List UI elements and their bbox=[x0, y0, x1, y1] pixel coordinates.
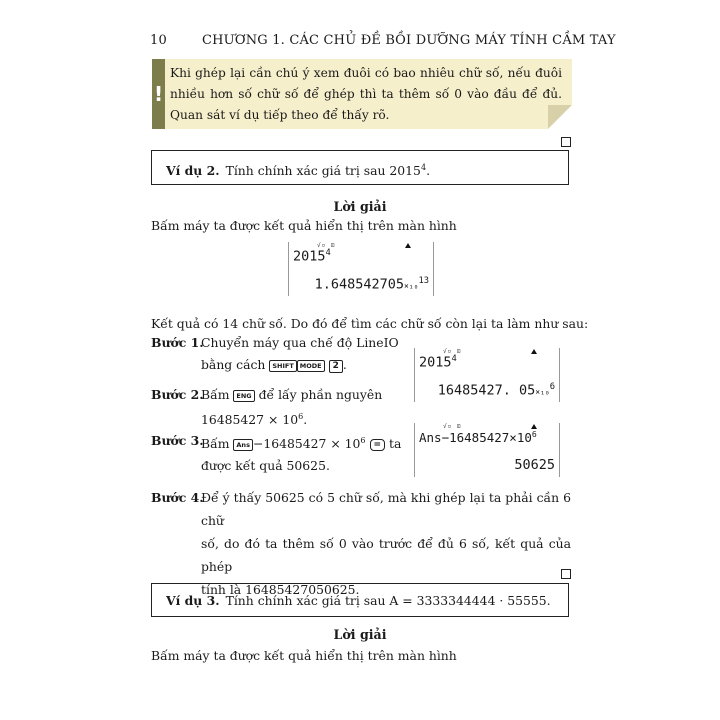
equals-key-icon: = bbox=[370, 439, 386, 451]
expr-text: Ans−16485427×10 bbox=[419, 430, 532, 446]
result-mantissa: 1.648542705 bbox=[314, 276, 404, 293]
step-text: Bấm bbox=[201, 436, 230, 452]
example-period: . bbox=[426, 163, 431, 179]
step-2 bbox=[151, 384, 411, 428]
step-text: −16485427 × 10 bbox=[252, 436, 361, 452]
step-body bbox=[201, 430, 411, 477]
example-text: Tính chính xác giá trị sau A = 3333344444 · 55555. bbox=[225, 593, 551, 608]
expr-base: 2015 bbox=[419, 354, 452, 371]
ans-key-icon: Ans bbox=[233, 439, 253, 451]
step-3 bbox=[151, 430, 411, 474]
step-body bbox=[201, 384, 411, 431]
step-exponent: 6 bbox=[298, 412, 304, 421]
math-indicator-icon: √▫ ⊡ bbox=[443, 348, 462, 355]
screen-expression bbox=[419, 354, 457, 371]
math-indicator-icon: √▫ ⊡ bbox=[317, 242, 336, 249]
calculator-screen-3 bbox=[414, 423, 560, 477]
intro-paragraph: Bấm máy ta được kết quả hiển thị trên màn hình bbox=[151, 218, 457, 233]
note-text: Khi ghép lại cần chú ý xem đuôi có bao nhiêu chữ số, nếu đuôi nhiều hơn số chữ số để ghép thì ta thêm số 0 vào đầu để đủ. Quan sát ví dụ tiếp theo để thấy rõ. bbox=[170, 66, 562, 122]
result-exponent: 6 bbox=[549, 382, 555, 392]
step-label: Bước 4. bbox=[151, 490, 204, 505]
end-of-example-marker bbox=[561, 137, 571, 147]
key-2-icon: 2 bbox=[329, 360, 343, 373]
calculator-screen-1 bbox=[288, 242, 434, 296]
step-line bbox=[201, 430, 411, 455]
step-label: Bước 1. bbox=[151, 335, 204, 350]
example-exponent: 4 bbox=[420, 163, 427, 172]
math-indicator-icon: √▫ ⊡ bbox=[443, 423, 462, 430]
example-3-box bbox=[151, 583, 569, 617]
note-box bbox=[152, 59, 572, 129]
screen-expression bbox=[419, 429, 537, 445]
step-line: được kết quả 50625. bbox=[201, 458, 330, 474]
step-line: Chuyển máy qua chế độ LineIO bbox=[201, 335, 399, 350]
step-text: ta bbox=[389, 436, 402, 452]
expr-exponent: 4 bbox=[325, 248, 331, 258]
expr-exponent: 4 bbox=[451, 354, 457, 364]
step-line: Để ý thấy 50625 có 5 chữ số, mà khi ghép lại ta phải cần 6 chữ bbox=[201, 490, 571, 528]
step-body bbox=[201, 332, 411, 376]
exclamation-icon: ! bbox=[152, 59, 165, 129]
step-line bbox=[201, 354, 411, 376]
step-exponent: 6 bbox=[360, 436, 366, 445]
solution-title: Lời giải bbox=[333, 199, 387, 214]
step-text: 16485427 × 10 bbox=[201, 412, 299, 428]
step-text: để lấy phần nguyên bbox=[258, 387, 383, 402]
step-line: số, do đó ta thêm số 0 vào trước để đủ 6 số, kết quả của phép bbox=[201, 536, 571, 574]
expr-base: 2015 bbox=[293, 248, 326, 265]
result-times: ×₁₀ bbox=[403, 281, 419, 291]
step-period: . bbox=[342, 357, 347, 372]
page-number: 10 bbox=[150, 33, 167, 48]
shift-key-icon: SHIFT bbox=[269, 360, 296, 372]
step-period: . bbox=[303, 412, 308, 428]
page-fold-decoration bbox=[548, 105, 572, 129]
step-4 bbox=[151, 486, 571, 597]
chapter-title: CHƯƠNG 1. CÁC CHỦ ĐỀ BỒI DƯỠNG MÁY TÍNH CẦM TAY bbox=[202, 33, 616, 48]
step-text: Bấm bbox=[201, 387, 230, 402]
step-label: Bước 3. bbox=[151, 433, 204, 448]
result-mantissa: 16485427. 05 bbox=[437, 382, 536, 399]
step-1 bbox=[151, 332, 411, 376]
example-text: Tính chính xác giá trị sau 2015 bbox=[225, 163, 421, 179]
scroll-up-indicator-icon bbox=[405, 243, 411, 248]
screen-expression bbox=[293, 248, 331, 265]
step-text: bằng cách bbox=[201, 357, 266, 372]
example-2-box bbox=[151, 150, 569, 185]
solution-title: Lời giải bbox=[333, 627, 387, 642]
result-exponent: 13 bbox=[418, 276, 429, 286]
intro-paragraph: Bấm máy ta được kết quả hiển thị trên màn hình bbox=[151, 648, 457, 663]
step-line bbox=[201, 406, 411, 431]
step-line bbox=[201, 384, 411, 406]
example-label: Ví dụ 3. bbox=[166, 593, 220, 608]
result-paragraph: Kết quả có 14 chữ số. Do đó để tìm các chữ số còn lại ta làm như sau: bbox=[151, 316, 589, 331]
screen-result: 50625 bbox=[514, 457, 555, 473]
screen-result bbox=[315, 276, 429, 293]
expr-exponent: 6 bbox=[531, 429, 537, 439]
step-label: Bước 2. bbox=[151, 387, 204, 402]
calculator-screen-2 bbox=[414, 348, 560, 402]
screen-result bbox=[438, 382, 555, 399]
scroll-up-indicator-icon bbox=[531, 349, 537, 354]
mode-key-icon: MODE bbox=[297, 360, 325, 372]
step-line: tính là 16485427050625. bbox=[201, 582, 360, 597]
eng-key-icon: ENG bbox=[233, 390, 254, 402]
example-label: Ví dụ 2. bbox=[166, 163, 220, 179]
result-times: ×₁₀ bbox=[535, 387, 550, 397]
end-of-example-marker bbox=[561, 569, 571, 579]
